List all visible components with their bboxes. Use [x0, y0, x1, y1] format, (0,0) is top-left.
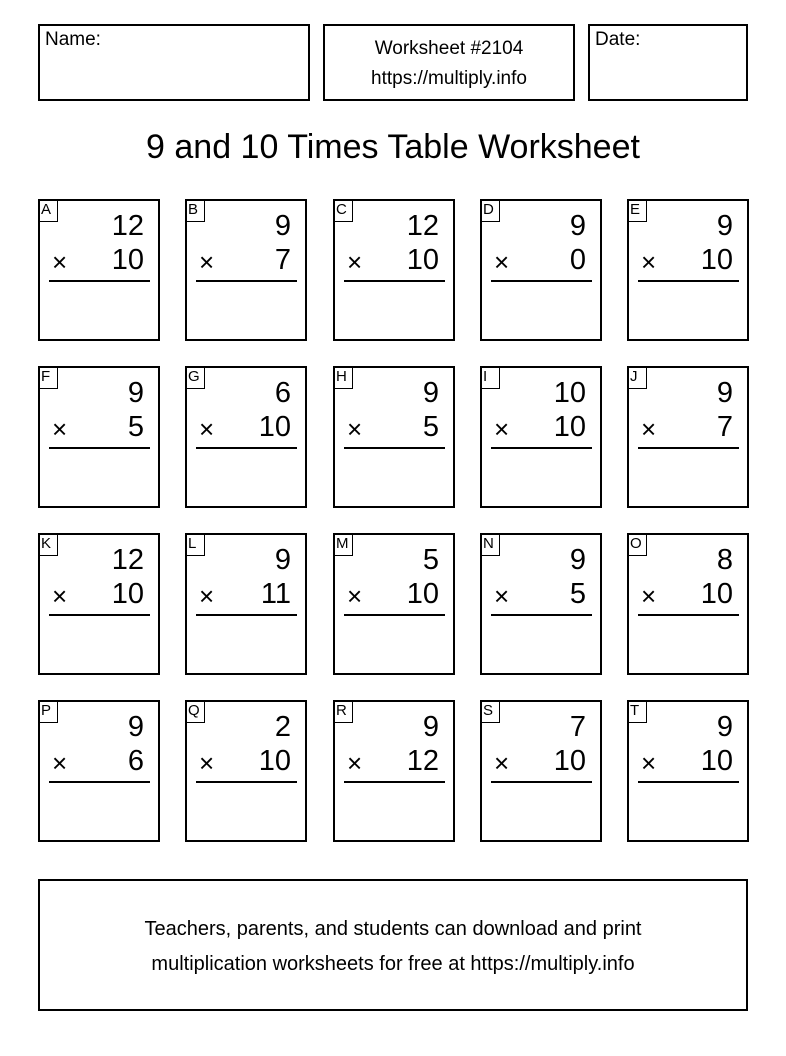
- problem-letter: Q: [185, 700, 205, 723]
- problem-letter: P: [38, 700, 58, 723]
- answer-line: [491, 781, 592, 783]
- answer-line: [196, 280, 297, 282]
- times-sign: ×: [52, 247, 68, 277]
- multiplicand: 5: [422, 544, 439, 576]
- answer-line: [638, 280, 739, 282]
- answer-line: [344, 447, 445, 449]
- answer-line: [196, 614, 297, 616]
- problem-card[interactable]: [333, 366, 455, 508]
- multiplier: 7: [716, 411, 733, 443]
- multiplicand: 9: [716, 377, 733, 409]
- multiplier: 5: [422, 411, 439, 443]
- worksheet-info-box: [323, 24, 575, 101]
- problem-letter: F: [38, 366, 58, 389]
- multiplier: 5: [127, 411, 144, 443]
- multiplicand: 9: [569, 210, 586, 242]
- problem-card[interactable]: [627, 366, 749, 508]
- multiplier: 6: [127, 745, 144, 777]
- name-field[interactable]: [38, 24, 310, 101]
- problem-letter: N: [480, 533, 500, 556]
- multiplier: 10: [700, 578, 733, 610]
- problem-card[interactable]: [333, 700, 455, 842]
- problem-card[interactable]: [480, 533, 602, 675]
- times-sign: ×: [199, 247, 215, 277]
- answer-line: [344, 280, 445, 282]
- times-sign: ×: [641, 748, 657, 778]
- problem-letter: B: [185, 199, 205, 222]
- answer-line: [638, 447, 739, 449]
- multiplicand: 12: [111, 210, 144, 242]
- multiplicand: 9: [716, 210, 733, 242]
- problem-card[interactable]: [38, 533, 160, 675]
- problem-letter: R: [333, 700, 353, 723]
- multiplier: 10: [111, 244, 144, 276]
- problem-letter: K: [38, 533, 58, 556]
- multiplier: 5: [569, 578, 586, 610]
- times-sign: ×: [347, 247, 363, 277]
- worksheet-url[interactable]: https://multiply.info: [371, 68, 527, 89]
- problem-letter: H: [333, 366, 353, 389]
- date-field[interactable]: [588, 24, 748, 101]
- multiplier: 11: [260, 578, 291, 610]
- times-sign: ×: [52, 414, 68, 444]
- answer-line: [491, 614, 592, 616]
- times-sign: ×: [494, 414, 510, 444]
- multiplier: 10: [553, 745, 586, 777]
- answer-line: [196, 781, 297, 783]
- problem-letter: J: [627, 366, 647, 389]
- times-sign: ×: [347, 581, 363, 611]
- problem-card[interactable]: [185, 366, 307, 508]
- answer-line: [491, 447, 592, 449]
- times-sign: ×: [347, 414, 363, 444]
- multiplicand: 2: [274, 711, 291, 743]
- multiplicand: 7: [569, 711, 586, 743]
- problem-card[interactable]: [185, 199, 307, 341]
- problem-card[interactable]: [480, 700, 602, 842]
- multiplicand: 6: [274, 377, 291, 409]
- problem-card[interactable]: [627, 199, 749, 341]
- times-sign: ×: [199, 748, 215, 778]
- page-title: 9 and 10 Times Table Worksheet: [146, 128, 640, 166]
- answer-line: [49, 447, 150, 449]
- worksheet-number: Worksheet #2104: [374, 38, 524, 59]
- answer-line: [638, 614, 739, 616]
- problem-letter: G: [185, 366, 205, 389]
- multiplicand: 12: [406, 210, 439, 242]
- multiplier: 10: [406, 244, 439, 276]
- answer-line: [49, 614, 150, 616]
- multiplicand: 9: [127, 377, 144, 409]
- problem-card[interactable]: [333, 533, 455, 675]
- multiplicand: 9: [274, 544, 291, 576]
- multiplier: 10: [111, 578, 144, 610]
- problem-letter: O: [627, 533, 647, 556]
- times-sign: ×: [347, 748, 363, 778]
- footer-line-1: Teachers, parents, and students can download and print: [144, 918, 642, 940]
- problem-card[interactable]: [185, 700, 307, 842]
- times-sign: ×: [494, 247, 510, 277]
- multiplicand: 9: [422, 377, 439, 409]
- problem-card[interactable]: [333, 199, 455, 341]
- multiplicand: 10: [553, 377, 586, 409]
- problem-card[interactable]: [38, 199, 160, 341]
- problem-letter: D: [480, 199, 500, 222]
- multiplicand: 9: [127, 711, 144, 743]
- multiplier: 7: [274, 244, 291, 276]
- problem-card[interactable]: [627, 700, 749, 842]
- multiplicand: 9: [274, 210, 291, 242]
- problem-letter: I: [480, 366, 500, 389]
- multiplicand: 9: [422, 711, 439, 743]
- problem-card[interactable]: [38, 366, 160, 508]
- problem-letter: A: [38, 199, 58, 222]
- multiplicand: 9: [569, 544, 586, 576]
- problem-letter: C: [333, 199, 353, 222]
- times-sign: ×: [52, 748, 68, 778]
- problem-card[interactable]: [185, 533, 307, 675]
- multiplier: 10: [258, 745, 291, 777]
- times-sign: ×: [641, 414, 657, 444]
- times-sign: ×: [494, 748, 510, 778]
- problem-card[interactable]: [480, 366, 602, 508]
- problem-card[interactable]: [38, 700, 160, 842]
- multiplier: 10: [258, 411, 291, 443]
- footer-box: [38, 879, 748, 1011]
- multiplier: 10: [406, 578, 439, 610]
- date-label: Date:: [595, 29, 641, 50]
- problem-letter: S: [480, 700, 500, 723]
- multiplicand: 12: [111, 544, 144, 576]
- answer-line: [638, 781, 739, 783]
- multiplicand: 8: [716, 544, 733, 576]
- times-sign: ×: [494, 581, 510, 611]
- times-sign: ×: [52, 581, 68, 611]
- answer-line: [344, 614, 445, 616]
- footer-line-2: multiplication worksheets for free at https://multiply.info: [151, 953, 635, 975]
- times-sign: ×: [641, 247, 657, 277]
- answer-line: [491, 280, 592, 282]
- times-sign: ×: [199, 414, 215, 444]
- name-label: Name:: [45, 29, 101, 50]
- times-sign: ×: [199, 581, 215, 611]
- answer-line: [49, 280, 150, 282]
- problem-letter: L: [185, 533, 205, 556]
- problem-letter: M: [333, 533, 353, 556]
- problem-letter: E: [627, 199, 647, 222]
- multiplier: 10: [553, 411, 586, 443]
- problem-card[interactable]: [627, 533, 749, 675]
- problem-card[interactable]: [480, 199, 602, 341]
- answer-line: [344, 781, 445, 783]
- multiplier: 10: [700, 244, 733, 276]
- times-sign: ×: [641, 581, 657, 611]
- answer-line: [196, 447, 297, 449]
- multiplier: 12: [406, 745, 439, 777]
- answer-line: [49, 781, 150, 783]
- multiplicand: 9: [716, 711, 733, 743]
- multiplier: 10: [700, 745, 733, 777]
- problem-letter: T: [627, 700, 647, 723]
- multiplier: 0: [569, 244, 586, 276]
